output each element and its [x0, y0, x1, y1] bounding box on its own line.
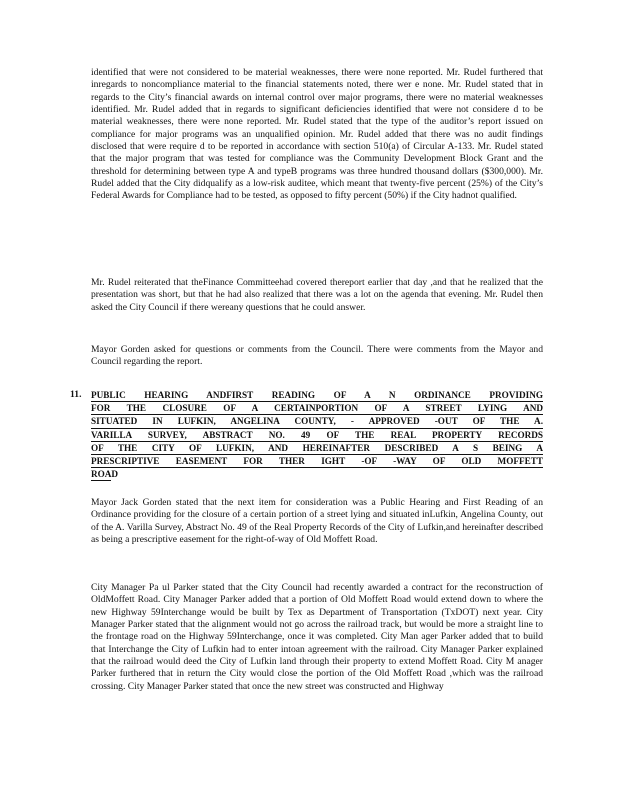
heading-line: PRESCRIPTIVE EASEMENT FOR THER IGHT -OF -WAY OF OLD MOFFETT [91, 455, 543, 468]
agenda-item-heading [91, 389, 543, 481]
heading-line: FOR THE CLOSURE OF A CERTAINPORTION OF A STREET LYING AND [91, 402, 543, 415]
heading-line: PUBLIC HEARING ANDFIRST READING OF A N ORDINANCE PROVIDING [91, 389, 543, 402]
paragraph-audit-findings: identified that were not considered to be material weaknesses, there were none reported. Mr. Rudel furthered that inregards to noncompliance material to the financial statements noted, there wer e none. Mr. Rudel stated that in regards to the City’s financial awards on internal control over major programs, there were no material weaknesses identified. Mr. Rudel added that in regards to significant deficiencies identified that were not considere d to be material weaknesses, there were none reported. Mr. Rudel stated that the type of the auditor’s report issued on compliance for major programs was an unqualified opinion. Mr. Rudel added that there was no audit findings disclosed that were require d to be reported in accordance with section 510(a) of Circular A-133. Mr. Rudel stated that the major program that was tested for compliance was the Community Development Block Grant and the threshold for determining between type A and typeB programs was three hundred thousand dollars ($300,000). Mr. Rudel added that the City didqualify as a low-risk auditee, which meant that twenty-five percent (25%) of the City’s Federal Awards for Compliance had to be tested, as opposed to fifty percent (50%) if the City hadnot qualified. [91, 67, 543, 202]
heading-line: OF THE CITY OF LUFKIN, AND HEREINAFTER DESCRIBED A S BEING A [91, 442, 543, 455]
heading-line: VARILLA SURVEY, ABSTRACT NO. 49 OF THE REAL PROPERTY RECORDS [91, 429, 543, 442]
paragraph-mayor-questions: Mayor Gorden asked for questions or comments from the Council. There were comments from the Mayor and Council regarding the report. [91, 344, 543, 368]
paragraph-city-manager: City Manager Pa ul Parker stated that the City Council had recently awarded a contract for the reconstruction of OldMoffett Road. City Manager Parker added that a portion of Old Moffett Road would extend down to where the new Highway 59Interchange would be built by Tex as Department of Transportation (TxDOT) next year. City Manager Parker stated that the alignment would not go across the railroad track, but would be more a straight line to the frontage road on the Highway 59Interchange, once it was completed. City Man ager Parker added that to build that Interchange the City of Lufkin had to enter intoan agreement with the railroad. City Manager Parker explained that the railroad would deed the City of Lufkin land through their property to extend Moffett Road. City M anager Parker furthered that in return the City would close the portion of the Old Moffett Road ,which was the railroad crossing. City Manager Parker stated that once the new street was constructed and Highway [91, 582, 543, 692]
agenda-item-number: 11. [70, 389, 82, 400]
paragraph-public-hearing: Mayor Jack Gorden stated that the next item for consideration was a Public Hearing and First Reading of an Ordinance providing for the closure of a certain portion of a street lying and situated inLufkin, Angelina County, out of the A. Varilla Survey, Abstract No. 49 of the Real Property Records of the City of Lufkin,and hereinafter described as being a prescriptive easement for the right-of-way of Old Moffett Road. [91, 497, 543, 546]
heading-line: ROAD [91, 468, 111, 481]
heading-line: SITUATED IN LUFKIN, ANGELINA COUNTY, - APPROVED -OUT OF THE A. [91, 415, 543, 428]
paragraph-rudel-reiterated: Mr. Rudel reiterated that theFinance Committeehad covered thereport earlier that day ,and that he realized that the presentation was short, but that he had also realized that there was a lot on the agenda that evening. Mr. Rudel then asked the City Council if there wereany questions that he could answer. [91, 277, 543, 313]
